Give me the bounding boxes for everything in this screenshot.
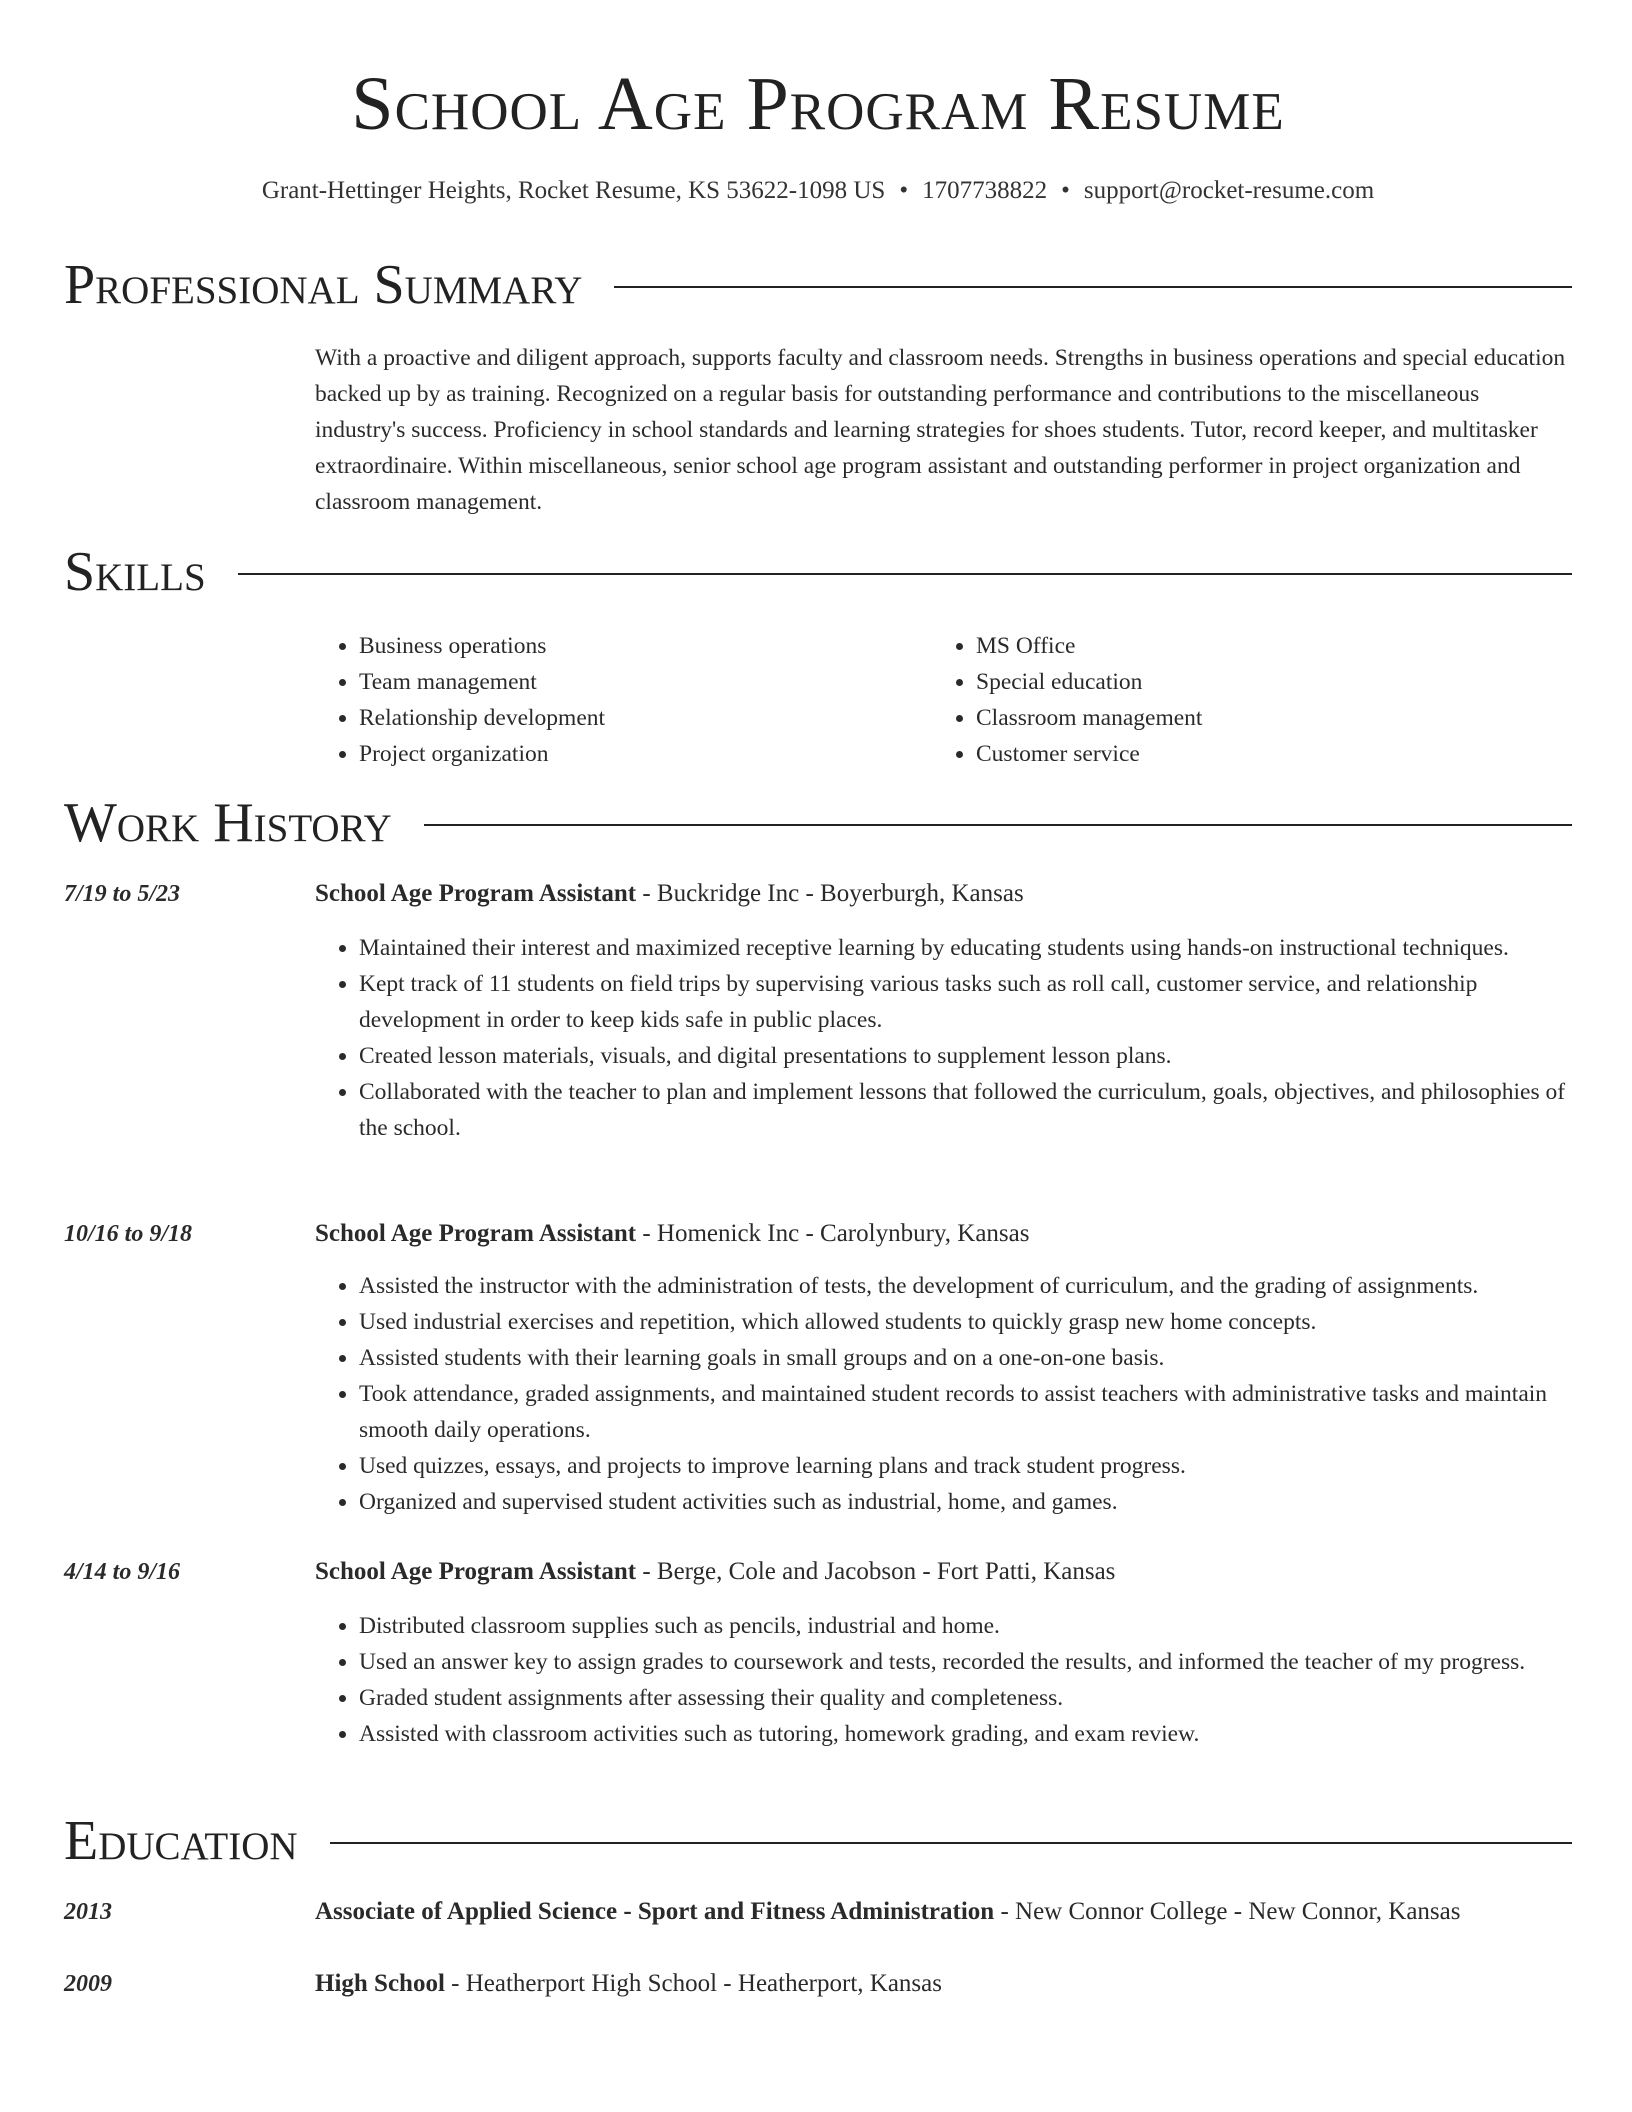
contact-address: Grant-Hettinger Heights, Rocket Resume, KS 53622-1098 US xyxy=(261,177,886,204)
contact-phone: 1707738822 xyxy=(922,177,1048,204)
education-school: - Heatherport High School - Heatherport, Kansas xyxy=(444,1970,942,1997)
skill-item: • Special education xyxy=(976,664,1549,700)
job-employer: - Homenick Inc - Carolynbury, Kansas xyxy=(636,1220,1030,1247)
skill-item: • Team management xyxy=(359,664,932,700)
job-bullet: • Took attendance, graded assignments, and maintained student records to assist teachers with administrative tasks and maintain smooth daily operations. xyxy=(359,1376,1572,1448)
education-year: 2013 xyxy=(64,1899,112,1925)
resume-title: School Age Program Resume xyxy=(351,62,1285,146)
job-bullet: • Assisted students with their learning goals in small groups and on a one-on-one basis. xyxy=(359,1340,1572,1376)
job-employer: - Berge, Cole and Jacobson - Fort Patti, Kansas xyxy=(636,1558,1116,1585)
skill-item: • Customer service xyxy=(976,736,1549,772)
job-role: School Age Program Assistant xyxy=(315,1558,637,1585)
job-bullet: • Assisted the instructor with the administration of tests, the development of curriculum, and the grading of assignments. xyxy=(359,1268,1572,1304)
education-degree: Associate of Applied Science - Sport and Fitness Administration xyxy=(315,1898,995,1925)
skills-section-header xyxy=(64,537,1572,607)
education-entry xyxy=(315,1894,1572,1930)
skill-item: • Classroom management xyxy=(976,700,1549,736)
skills-column-left xyxy=(315,628,932,772)
job-dates: 10/16 to 9/18 xyxy=(64,1221,193,1247)
job-bullets xyxy=(315,1268,1572,1520)
section-divider xyxy=(424,824,1572,826)
skill-item: • Business operations xyxy=(359,628,932,664)
job-bullet: • Assisted with classroom activities such as tutoring, homework grading, and exam review. xyxy=(359,1716,1572,1752)
job-bullet: • Used industrial exercises and repetition, which allowed students to quickly grasp new home concepts. xyxy=(359,1304,1572,1340)
job-bullet: • Collaborated with the teacher to plan and implement lessons that followed the curriculum, goals, objectives, and philosophies of the school. xyxy=(359,1074,1572,1146)
section-divider xyxy=(330,1842,1572,1844)
job-bullet: • Graded student assignments after assessing their quality and completeness. xyxy=(359,1680,1572,1716)
job-bullet: • Used an answer key to assign grades to coursework and tests, recorded the results, and informed the teacher of my progress. xyxy=(359,1644,1572,1680)
job-employer: - Buckridge Inc - Boyerburgh, Kansas xyxy=(636,880,1024,907)
job-bullet: • Used quizzes, essays, and projects to improve learning plans and track student progress. xyxy=(359,1448,1572,1484)
contact-line xyxy=(64,174,1572,208)
contact-separator: • xyxy=(899,177,909,204)
job-bullet: • Distributed classroom supplies such as pencils, industrial and home. xyxy=(359,1608,1572,1644)
job-bullet: • Created lesson materials, visuals, and digital presentations to supplement lesson plans. xyxy=(359,1038,1572,1074)
contact-separator: • xyxy=(1061,177,1070,204)
job-heading xyxy=(315,1554,1572,1590)
contact-email[interactable]: support@rocket-resume.com xyxy=(1083,177,1375,204)
job-bullet: • Kept track of 11 students on field trips by supervising various tasks such as roll call, customer service, and relationship development in order to keep kids safe in public places. xyxy=(359,966,1572,1038)
job-dates: 4/14 to 9/16 xyxy=(64,1559,181,1585)
summary-section-header xyxy=(64,250,1572,320)
section-title-education: Education xyxy=(64,1810,298,1872)
job-heading xyxy=(315,1216,1572,1252)
education-year: 2009 xyxy=(64,1971,112,1997)
section-title-skills: Skills xyxy=(64,541,206,603)
education-entry xyxy=(315,1966,1572,2002)
job-bullet: • Maintained their interest and maximized receptive learning by educating students using hands-on instructional techniques. xyxy=(359,930,1572,966)
summary-text: With a proactive and diligent approach, supports faculty and classroom needs. Strengths in business operations and special education backed up by as training. Recognized on a regular basis for outstanding performance and contributions to the miscellaneous industry's success. Proficiency in school standards and learning strategies for shoes students. Tutor, record keeper, and multitasker extraordinaire. Within miscellaneous, senior school age program assistant and outstanding performer in project organization and classroom management. xyxy=(315,345,1566,515)
skills-list xyxy=(315,628,1572,772)
education-section-header xyxy=(64,1806,1572,1876)
education-degree: High School xyxy=(315,1970,445,1997)
job-heading xyxy=(315,876,1572,912)
section-divider xyxy=(614,286,1572,288)
skills-column-right xyxy=(932,628,1549,772)
work-section-header xyxy=(64,788,1572,858)
skill-item: • Relationship development xyxy=(359,700,932,736)
section-divider xyxy=(238,573,1572,575)
job-dates: 7/19 to 5/23 xyxy=(64,881,181,907)
section-title-summary: Professional Summary xyxy=(64,254,583,316)
job-bullet: • Organized and supervised student activities such as industrial, home, and games. xyxy=(359,1484,1572,1520)
education-school: - New Connor College - New Connor, Kansas xyxy=(994,1898,1461,1925)
job-role: School Age Program Assistant xyxy=(315,880,637,907)
job-bullets xyxy=(315,1608,1572,1752)
skill-item: • Project organization xyxy=(359,736,932,772)
job-role: School Age Program Assistant xyxy=(315,1220,637,1247)
job-bullets xyxy=(315,930,1572,1146)
section-title-work: Work History xyxy=(64,792,392,854)
skill-item: • MS Office xyxy=(976,628,1549,664)
